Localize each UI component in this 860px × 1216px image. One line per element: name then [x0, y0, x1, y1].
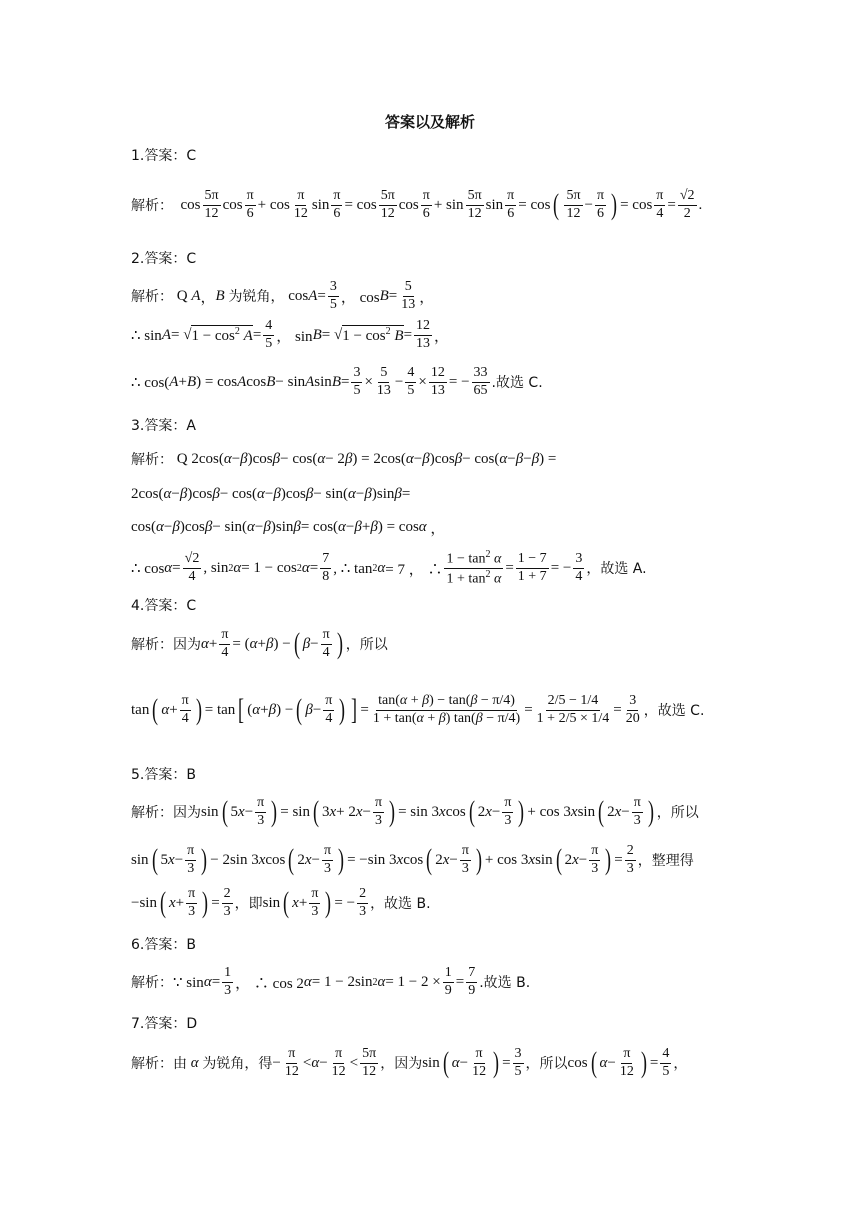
q3-solution-line4: ∴ cos α = $\frac{√2}{4}$ , sin 2 α = 1 − cos 2 α = $\frac{7}{8}$ , ∴ tan 2 α = 7 ， ∴ $\frac{1 - \tan^2 \alpha}{1 + \tan^2 \alpha}$ = $\frac{1 - 7}{1 + 7}$ = − $\frac{3}{4}$ ，故选 A. — [131, 548, 647, 587]
q6-solution: 解析： ∵ sin α = $\frac{1}{3}$ ， ∴ cos 2 α = 1 − 2sin 2 α = 1 − 2 × $\frac{1}{9}$ = $\frac{7}{9}$ .故选 B. — [131, 965, 531, 998]
q2-solution-line1: 解析： Q A ， B 为锐角， cos A = $\frac{3}{5}$ ， cos B = $\frac{5}{13}$ ， — [131, 279, 435, 312]
q7-answer: 7.答案：D — [131, 1016, 198, 1032]
q5-solution-line2: sin ( 5 x − $\frac{\pi}{3}$ ) − 2sin 3 x cos ( 2 x − $\frac{\pi}{3}$ ) = −sin 3 x cos ( 2 x − $\frac{\pi}{3}$ ) + cos 3 x sin ( 2 x − $\frac{\pi}{3}$ ) = $\frac{2}{3}$ ，整理得 — [131, 843, 694, 876]
q2-solution-line3: ∴ cos( A + B ) = cos A cos B − sin A sin B = $\frac{3}{5}$ × $\frac{5}{13}$ − $\frac{4}{5}$ × $\frac{12}{13}$ = − $\frac{33}{65}$ .故选 C. — [131, 365, 543, 398]
q1-answer: 1.答案：C — [131, 148, 197, 164]
q5-solution-line1: 解析： 因为 sin ( 5 x − $\frac{\pi}{3}$ ) = sin ( 3 x + 2 x − $\frac{\pi}{3}$ ) = sin 3 x cos ( 2 x − $\frac{\pi}{3}$ ) + cos 3 x sin ( 2 x − $\frac{\pi}{3}$ ) ，所以 — [131, 795, 699, 828]
q4-solution-line1: 解析： 因为 α + $\frac{\pi}{4}$ = ( α + β ) − ( β − $\frac{\pi}{4}$ ) ，所以 — [131, 627, 388, 660]
q3-solution-line1: 解析： Q 2cos( α − β )cos β − cos( α − 2 β ) = 2cos( α − β )cos β − cos( α − β − β ) = — [131, 450, 557, 468]
page-title: 答案以及解析 — [384, 113, 475, 131]
q3-solution-line2: 2cos( α − β )cos β − cos( α − β )cos β − sin( α − β )sin β = — [131, 485, 411, 502]
q3-answer: 3.答案：A — [131, 418, 196, 434]
q6-answer: 6.答案：B — [131, 937, 196, 953]
q3-solution-line3: cos( α − β )cos β − sin( α − β )sin β = cos( α − β + β ) = cos α ， — [131, 518, 446, 537]
q2-answer: 2.答案：C — [131, 251, 197, 267]
q4-solution-line2: tan ( α + $\frac{\pi}{4}$ ) = tan [ ( α + β ) − ( β − $\frac{\pi}{4}$ ) ] = $\frac{\tan(\alpha + \beta) - \tan(\beta - \pi/4)}{1 + \tan(\alpha + \beta) \tan(\beta - \pi/4)}$ = $\frac{2/5 - 1/4}{1 + 2/5 \times 1/4}$ = $\frac{3}{20}$ ，故选 C. — [131, 693, 705, 726]
q5-answer: 5.答案：B — [131, 767, 196, 783]
q7-solution: 解析： 由 α 为锐角，得 − $\frac{\pi}{12}$ < α − $\frac{\pi}{12}$ < $\frac{5\pi}{12}$ ，因为 sin ( α − $\frac{\pi}{12}$ ) = $\frac{3}{5}$ ，所以 cos ( α − $\frac{\pi}{12}$ ) = $\frac{4}{5}$ ， — [131, 1046, 688, 1079]
q4-answer: 4.答案：C — [131, 598, 197, 614]
q1-solution: 解析： cos $\frac{5\pi}{12}$ cos $\frac{\pi}{6}$ + cos $\frac{\pi}{12}$ sin $\frac{\pi}{6}$ = cos $\frac{5\pi}{12}$ cos $\frac{\pi}{6}$ + sin $\frac{5\pi}{12}$ sin $\frac{\pi}{6}$ = cos ( $\frac{5\pi}{12}$ − $\frac{\pi}{6}$ ) = cos $\frac{\pi}{4}$ = $\frac{√2}{2}$ . — [131, 188, 703, 221]
q2-solution-line2: ∴ sin A = √ $1 - \cos^2 A$ = $\frac{4}{5}$ ， sin B = √ $1 - \cos^2 B$ = $\frac{12}{13}$ ， — [131, 318, 450, 351]
q5-solution-line3: −sin ( x + $\frac{\pi}{3}$ ) = $\frac{2}{3}$ ，即 sin ( x + $\frac{\pi}{3}$ ) = − $\frac{2}{3}$ ，故选 B. — [131, 886, 431, 919]
